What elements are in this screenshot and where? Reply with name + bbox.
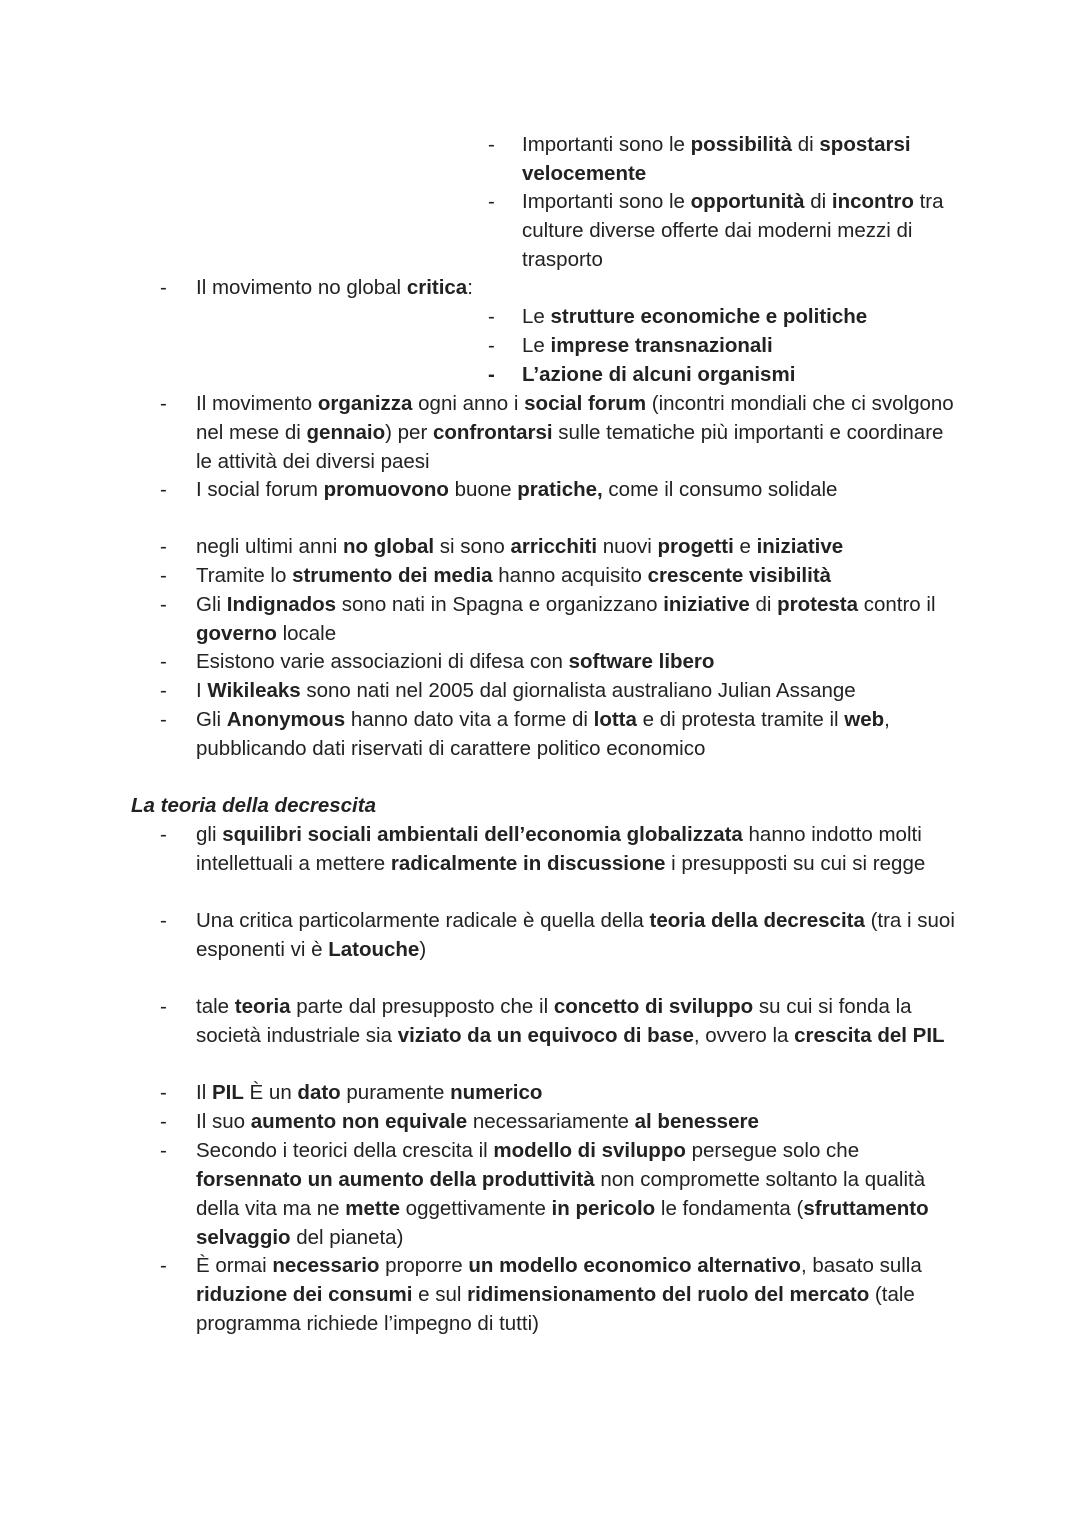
- bullet-text: [522, 360, 962, 389]
- bold-text: web: [844, 708, 885, 731]
- bullet-dash: -: [488, 334, 495, 357]
- text-run: Gli: [196, 593, 227, 616]
- bullet-text: [196, 820, 956, 878]
- text-run: sono nati nel 2005 dal giornalista australiano Julian Assange: [300, 679, 856, 702]
- text-run: , basato sulla: [800, 1254, 922, 1277]
- text-run: del pianeta): [290, 1226, 404, 1249]
- text-run: (incontri mondiali che ci svolgono nel mese di: [196, 392, 954, 444]
- text-run: Il movimento no global: [196, 276, 407, 299]
- text-run: oggettivamente: [399, 1197, 552, 1220]
- text-run: I social forum: [196, 478, 324, 501]
- bold-text: governo: [196, 622, 277, 645]
- bold-text: mette: [345, 1197, 400, 1220]
- text-run: sono nati in Spagna e organizzano: [336, 593, 664, 616]
- bold-text: no global: [343, 535, 435, 558]
- text-run: Il: [196, 1081, 212, 1104]
- bold-text: opportunità: [690, 190, 805, 213]
- text-run: È ormai: [196, 1254, 273, 1277]
- bold-text: imprese transnazionali: [550, 334, 773, 357]
- bullet-dash: -: [160, 1254, 167, 1277]
- text-run: proporre: [379, 1254, 469, 1277]
- bullet-dash: -: [160, 1110, 167, 1133]
- section-heading: La teoria della decrescita: [131, 794, 376, 817]
- text-run: hanno indotto molti intellettuali a mettere: [196, 823, 922, 875]
- bullet-dash: -: [160, 708, 167, 731]
- bold-text: ridimensionamento del ruolo del mercato: [467, 1283, 870, 1306]
- text-run: nuovi: [597, 535, 658, 558]
- text-run: persegue solo che: [685, 1139, 860, 1162]
- bullet-dash: -: [488, 305, 495, 328]
- text-run: di: [804, 190, 832, 213]
- bullet-text: [196, 1078, 956, 1107]
- text-run: hanno dato vita a forme di: [345, 708, 594, 731]
- bold-text: teoria: [234, 995, 291, 1018]
- bullet-dash: -: [160, 650, 167, 673]
- bullet-dash: -: [160, 1139, 167, 1162]
- bullet-text: [196, 647, 956, 676]
- text-run: si sono: [434, 535, 511, 558]
- bold-text: strumento dei media: [292, 564, 493, 587]
- text-run: locale: [276, 622, 337, 645]
- text-run: Secondo i teorici della crescita il: [196, 1139, 494, 1162]
- text-run: (tale programma richiede l’impegno di tutti): [196, 1283, 915, 1335]
- text-run: Importanti sono le: [522, 133, 691, 156]
- text-run: Una critica particolarmente radicale è quella della: [196, 909, 650, 932]
- bullet-dash: -: [160, 564, 167, 587]
- text-run: Esistono varie associazioni di difesa con: [196, 650, 569, 673]
- text-run: Gli: [196, 708, 227, 731]
- bullet-text: [196, 561, 956, 590]
- text-run: Le: [522, 305, 551, 328]
- text-run: tra culture diverse offerte dai moderni mezzi di trasporto: [522, 190, 944, 271]
- bold-text: L’azione di alcuni organismi: [522, 363, 796, 386]
- text-run: , ovvero la: [693, 1024, 795, 1047]
- text-run: negli ultimi anni: [196, 535, 343, 558]
- bullet-text: [196, 1136, 956, 1252]
- bullet-dash: -: [160, 276, 167, 299]
- text-run: Il movimento: [196, 392, 318, 415]
- text-run: È un: [243, 1081, 298, 1104]
- bullet-dash: -: [160, 679, 167, 702]
- bold-text: crescente visibilità: [647, 564, 832, 587]
- bold-text: pratiche,: [517, 478, 603, 501]
- bullet-text: [522, 130, 962, 188]
- bold-text: necessario: [272, 1254, 380, 1277]
- bullet-dash: -: [160, 593, 167, 616]
- bold-text: arricchiti: [510, 535, 598, 558]
- text-run: tale: [196, 995, 235, 1018]
- bold-text: Indignados: [226, 593, 337, 616]
- bold-text: spostarsi velocemente: [522, 133, 911, 185]
- bold-text: dato: [297, 1081, 341, 1104]
- bold-text: Wikileaks: [207, 679, 301, 702]
- text-run: puramente: [340, 1081, 451, 1104]
- text-run: Le: [522, 334, 551, 357]
- bold-text: organizza: [317, 392, 413, 415]
- text-run: di: [792, 133, 820, 156]
- bullet-text: [522, 302, 962, 331]
- bullet-text: [196, 389, 956, 476]
- text-run: Il suo: [196, 1110, 251, 1133]
- bullet-dash: -: [160, 995, 167, 1018]
- bullet-dash: -: [160, 478, 167, 501]
- bold-text: in pericolo: [551, 1197, 656, 1220]
- text-run: ) per: [385, 421, 433, 444]
- text-run: parte dal presupposto che il: [290, 995, 554, 1018]
- text-run: contro il: [858, 593, 936, 616]
- text-run: gli: [196, 823, 223, 846]
- bold-text: confrontarsi: [432, 421, 553, 444]
- bullet-text: [196, 705, 956, 763]
- text-run: Importanti sono le: [522, 190, 691, 213]
- text-run: e: [733, 535, 757, 558]
- bold-text: possibilità: [690, 133, 793, 156]
- text-run: e di protesta tramite il: [636, 708, 845, 731]
- bullet-dash: -: [160, 823, 167, 846]
- bullet-dash: -: [488, 363, 495, 386]
- text-run: non compromette soltanto la qualità della vita ma ne: [196, 1168, 926, 1220]
- text-run: i presupposti su cui si regge: [665, 852, 926, 875]
- bullet-text: [522, 331, 962, 360]
- bold-text: al benessere: [634, 1110, 759, 1133]
- bullet-text: [196, 532, 956, 561]
- text-run: (tra i suoi esponenti vi è: [196, 909, 955, 961]
- text-run: , pubblicando dati riservati di carattere politico economico: [196, 708, 890, 760]
- bold-text: viziato da un equivoco di base: [397, 1024, 694, 1047]
- bold-text: forsennato un aumento della produttività: [196, 1168, 595, 1191]
- bullet-text: [196, 676, 956, 705]
- text-run: buone: [448, 478, 518, 501]
- text-run: sulle tematiche più importanti e coordinare le attività dei diversi paesi: [196, 421, 944, 473]
- bold-text: crescita del PIL: [794, 1024, 945, 1047]
- bullet-dash: -: [160, 535, 167, 558]
- text-run: necessariamente: [467, 1110, 635, 1133]
- text-run: ogni anno i: [412, 392, 525, 415]
- bold-text: promuovono: [323, 478, 449, 501]
- bullet-text: [196, 590, 956, 648]
- bullet-text: [196, 906, 956, 964]
- bold-text: social forum: [524, 392, 647, 415]
- bold-text: incontro: [831, 190, 914, 213]
- bullet-dash: -: [488, 133, 495, 156]
- bold-text: numerico: [450, 1081, 543, 1104]
- bold-text: modello di sviluppo: [493, 1139, 686, 1162]
- bold-text: squilibri sociali ambientali dell’economia globalizzata: [222, 823, 743, 846]
- bold-text: riduzione dei consumi: [196, 1283, 413, 1306]
- bold-text: PIL: [211, 1081, 244, 1104]
- bold-text: sfruttamento selvaggio: [196, 1197, 929, 1249]
- bold-text: Latouche: [328, 938, 420, 961]
- text-run: I: [196, 679, 208, 702]
- bullet-text: [196, 1107, 956, 1136]
- text-run: :: [467, 276, 473, 299]
- text-run: di: [749, 593, 778, 616]
- bold-text: teoria della decrescita: [649, 909, 865, 932]
- bold-text: progetti: [657, 535, 734, 558]
- bullet-dash: -: [488, 190, 495, 213]
- bullet-text: [196, 475, 956, 504]
- text-run: su cui si fonda la società industriale sia: [196, 995, 912, 1047]
- bold-text: gennaio: [306, 421, 386, 444]
- bold-text: Anonymous: [226, 708, 346, 731]
- bullet-dash: -: [160, 909, 167, 932]
- bold-text: strutture economiche e politiche: [550, 305, 868, 328]
- bold-text: un modello economico alternativo: [468, 1254, 801, 1277]
- bold-text: protesta: [777, 593, 859, 616]
- text-run: come il consumo solidale: [602, 478, 838, 501]
- bullet-dash: -: [160, 392, 167, 415]
- bullet-text: [522, 187, 962, 274]
- bold-text: critica: [406, 276, 468, 299]
- text-run: Tramite lo: [196, 564, 293, 587]
- bullet-text: [196, 1251, 956, 1338]
- text-run: ): [419, 938, 427, 961]
- bullet-text: [196, 992, 956, 1050]
- bold-text: iniziative: [663, 593, 750, 616]
- bold-text: iniziative: [756, 535, 844, 558]
- bullet-dash: -: [160, 1081, 167, 1104]
- text-run: e sul: [412, 1283, 468, 1306]
- bold-text: aumento non equivale: [250, 1110, 468, 1133]
- text-run: le fondamenta (: [655, 1197, 804, 1220]
- text-run: hanno acquisito: [492, 564, 648, 587]
- bold-text: radicalmente in discussione: [390, 852, 666, 875]
- bold-text: concetto di sviluppo: [553, 995, 754, 1018]
- bold-text: lotta: [593, 708, 637, 731]
- bold-text: software libero: [568, 650, 715, 673]
- bullet-text: [196, 273, 956, 302]
